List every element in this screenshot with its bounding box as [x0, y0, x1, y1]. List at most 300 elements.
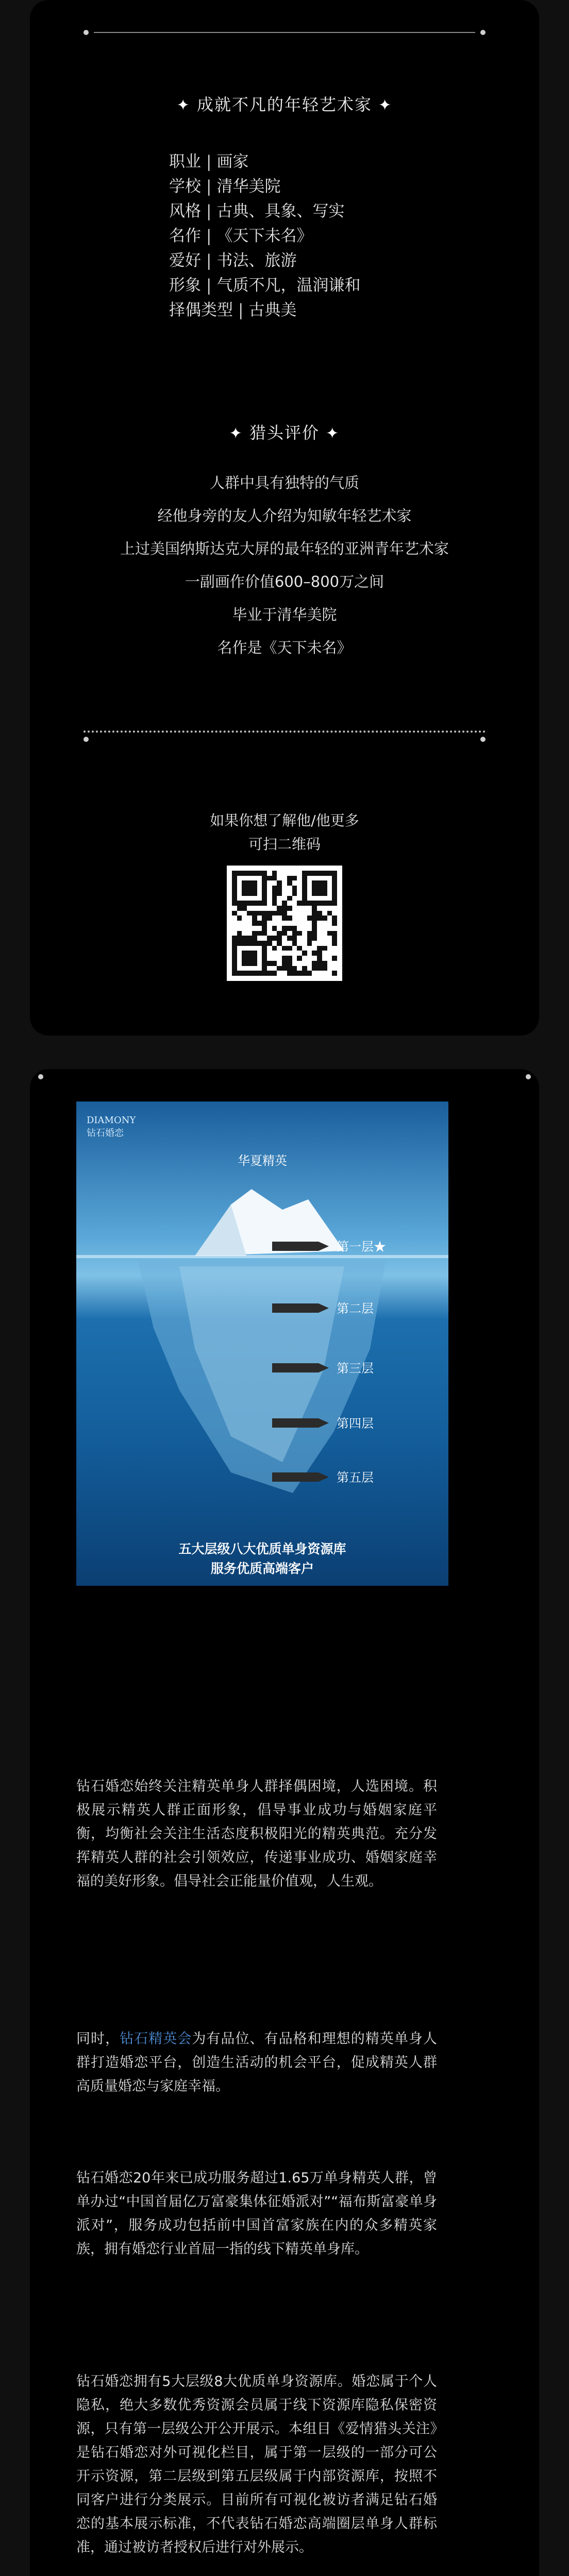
qr-module	[237, 951, 242, 956]
qr-module	[257, 951, 262, 956]
info-value: 画家	[216, 152, 249, 171]
qr-module	[252, 921, 257, 926]
qr-module	[312, 911, 317, 916]
qr-module	[332, 891, 337, 896]
qr-module	[297, 906, 302, 911]
layer-1-label: 第一层★	[337, 1240, 386, 1254]
info-value: 书法、旅游	[216, 251, 297, 270]
qr-module	[327, 896, 332, 901]
qr-module	[257, 921, 262, 926]
qr-module	[247, 916, 252, 921]
corner-dot	[83, 737, 89, 742]
qr-module	[237, 941, 242, 946]
qr-module	[232, 961, 237, 966]
qr-module	[272, 936, 277, 941]
qr-module	[297, 941, 302, 946]
qr-module	[272, 931, 277, 936]
qr-module	[247, 876, 252, 881]
qr-module	[267, 941, 272, 946]
qr-module	[277, 936, 282, 941]
qr-module	[312, 951, 317, 956]
qr-module	[272, 896, 277, 901]
qr-module	[247, 921, 252, 926]
qr-module	[247, 886, 252, 891]
info-row: 形象 | 气质不凡，温润谦和	[169, 273, 360, 298]
qr-module	[302, 966, 307, 971]
qr-module	[292, 911, 297, 916]
qr-module	[322, 941, 327, 946]
qr-module	[327, 966, 332, 971]
qr-module	[302, 891, 307, 896]
qr-module	[327, 911, 332, 916]
qr-module	[297, 916, 302, 921]
qr-module	[317, 941, 322, 946]
qr-module	[287, 911, 292, 916]
qr-module	[242, 896, 247, 901]
qr-module	[332, 926, 337, 931]
qr-module	[292, 936, 297, 941]
qr-module	[312, 971, 317, 976]
qr-module	[282, 941, 287, 946]
info-key: 职业	[169, 152, 201, 171]
qr-module	[237, 921, 242, 926]
qr-module	[332, 906, 337, 911]
qr-module	[237, 926, 242, 931]
qr-module	[252, 931, 257, 936]
qr-module	[247, 971, 252, 976]
qr-module	[237, 891, 242, 896]
qr-module	[307, 966, 312, 971]
qr-module	[307, 946, 312, 951]
qr-module	[262, 946, 267, 951]
qr-module	[322, 926, 327, 931]
info-value: 清华美院	[216, 177, 281, 196]
qr-module	[232, 926, 237, 931]
qr-module	[252, 951, 257, 956]
qr-module	[237, 966, 242, 971]
qr-module	[252, 966, 257, 971]
qr-module	[232, 936, 237, 941]
layer-arrow-icon	[272, 1303, 334, 1313]
qr-module	[277, 931, 282, 936]
qr-module	[272, 971, 277, 976]
qr-module	[302, 946, 307, 951]
info-key: 风格	[169, 202, 201, 221]
qr-module	[287, 961, 292, 966]
qr-module	[247, 906, 252, 911]
qr-module	[292, 926, 297, 931]
qr-module	[272, 901, 277, 906]
qr-code[interactable]	[227, 866, 342, 981]
qr-module	[302, 921, 307, 926]
qr-module	[262, 931, 267, 936]
qr-module	[332, 956, 337, 961]
qr-module	[272, 956, 277, 961]
iceberg-bottom-line: 服务优质高端客户	[210, 1561, 314, 1576]
qr-module	[232, 871, 237, 876]
qr-module	[282, 891, 287, 896]
qr-module	[272, 946, 277, 951]
qr-module	[327, 916, 332, 921]
qr-module	[312, 946, 317, 951]
qr-module	[292, 931, 297, 936]
qr-module	[282, 926, 287, 931]
qr-module	[277, 946, 282, 951]
qr-module	[282, 966, 287, 971]
qr-module	[267, 911, 272, 916]
qr-module	[242, 936, 247, 941]
qr-module	[307, 951, 312, 956]
qr-module	[327, 876, 332, 881]
qr-module	[302, 880, 307, 886]
qr-module	[277, 871, 282, 876]
qr-module	[302, 931, 307, 936]
qr-module	[277, 926, 282, 931]
qr-module	[242, 941, 247, 946]
qr-module	[322, 921, 327, 926]
qr-module	[322, 971, 327, 976]
qr-module	[307, 971, 312, 976]
qr-module	[332, 871, 337, 876]
qr-module	[242, 871, 247, 876]
qr-module	[322, 876, 327, 881]
qr-module	[262, 971, 267, 976]
qr-module	[232, 876, 237, 881]
qr-module	[257, 906, 262, 911]
qr-module	[282, 916, 287, 921]
qr-module	[267, 956, 272, 961]
qr-module	[262, 886, 267, 891]
qr-module	[247, 901, 252, 906]
qr-module	[242, 906, 247, 911]
qr-module	[247, 896, 252, 901]
qr-module	[307, 901, 312, 906]
qr-module	[247, 931, 252, 936]
qr-module	[252, 936, 257, 941]
layer-3-label: 第三层	[337, 1361, 374, 1376]
qr-module	[287, 916, 292, 921]
qr-module	[312, 916, 317, 921]
qr-module	[302, 956, 307, 961]
qr-module	[262, 871, 267, 876]
qr-module	[237, 971, 242, 976]
qr-module	[232, 941, 237, 946]
qr-module	[297, 891, 302, 896]
qr-module	[327, 961, 332, 966]
hunter-title: 猎头评价	[249, 423, 320, 443]
qr-module	[247, 941, 252, 946]
qr-module	[252, 896, 257, 901]
qr-module	[332, 911, 337, 916]
qr-module	[297, 961, 302, 966]
hunter-line: 毕业于清华美院	[232, 606, 337, 623]
qr-module	[312, 876, 317, 881]
qr-module	[317, 916, 322, 921]
info-key: 学校	[169, 177, 201, 196]
qr-module	[317, 896, 322, 901]
qr-module	[267, 906, 272, 911]
qr-module	[267, 876, 272, 881]
qr-module	[322, 891, 327, 896]
qr-module	[307, 886, 312, 891]
qr-module	[312, 886, 317, 891]
qr-module	[317, 880, 322, 886]
qr-module	[297, 946, 302, 951]
qr-module	[232, 901, 237, 906]
qr-module	[322, 916, 327, 921]
qr-module	[257, 941, 262, 946]
qr-module	[267, 921, 272, 926]
qr-module	[312, 896, 317, 901]
qr-module	[262, 880, 267, 886]
sparkle-icon: ✦	[378, 96, 393, 114]
qr-module	[257, 876, 262, 881]
qr-module	[287, 956, 292, 961]
qr-module	[272, 926, 277, 931]
qr-module	[232, 971, 237, 976]
iceberg-top-text: 华夏精英	[238, 1154, 287, 1168]
qr-module	[262, 911, 267, 916]
qr-module	[267, 901, 272, 906]
qr-module	[262, 906, 267, 911]
profile-title-row	[30, 92, 539, 115]
corner-dot	[83, 30, 89, 35]
qr-module	[267, 886, 272, 891]
qr-module	[272, 871, 277, 876]
qr-module	[282, 961, 287, 966]
qr-module	[332, 931, 337, 936]
qr-module	[252, 926, 257, 931]
qr-module	[292, 891, 297, 896]
qr-module	[272, 886, 277, 891]
qr-module	[242, 901, 247, 906]
layer-arrow-icon	[272, 1363, 334, 1372]
qr-module	[327, 921, 332, 926]
elite-club-link[interactable]: 钻石精英会	[120, 2031, 192, 2047]
corner-dot	[526, 1074, 531, 1079]
qr-module	[247, 891, 252, 896]
qr-module	[282, 956, 287, 961]
qr-module	[277, 876, 282, 881]
qr-module	[237, 961, 242, 966]
qr-module	[287, 926, 292, 931]
qr-module	[247, 946, 252, 951]
qr-module	[232, 880, 237, 886]
qr-module	[317, 906, 322, 911]
info-key: 爱好	[169, 251, 201, 270]
qr-module	[247, 951, 252, 956]
qr-module	[252, 956, 257, 961]
qr-module	[327, 931, 332, 936]
qr-module	[332, 901, 337, 906]
qr-module	[242, 876, 247, 881]
layer-arrow-icon	[272, 1242, 334, 1251]
qr-module	[232, 956, 237, 961]
qr-module	[327, 946, 332, 951]
qr-module	[237, 956, 242, 961]
qr-module	[237, 936, 242, 941]
qr-module	[327, 956, 332, 961]
qr-module	[307, 871, 312, 876]
qr-module	[297, 876, 302, 881]
qr-module	[232, 966, 237, 971]
qr-module	[247, 871, 252, 876]
qr-module	[332, 886, 337, 891]
qr-module	[277, 941, 282, 946]
qr-module	[292, 966, 297, 971]
qr-module	[267, 961, 272, 966]
info-row: 学校 | 清华美院	[169, 174, 360, 199]
qr-module	[317, 901, 322, 906]
qr-module	[287, 971, 292, 976]
qr-module	[267, 931, 272, 936]
sparkle-icon: ✦	[229, 425, 243, 443]
qr-module	[322, 871, 327, 876]
qr-module	[297, 911, 302, 916]
iceberg-image	[76, 1101, 448, 1586]
qr-module	[307, 876, 312, 881]
qr-module	[292, 906, 297, 911]
qr-module	[287, 896, 292, 901]
qr-module	[312, 880, 317, 886]
qr-module	[307, 961, 312, 966]
qr-module	[312, 961, 317, 966]
qr-module	[257, 946, 262, 951]
qr-module	[317, 871, 322, 876]
layer-5-label: 第五层	[337, 1470, 374, 1485]
qr-module	[277, 896, 282, 901]
layer-arrow-icon	[272, 1472, 334, 1482]
divider	[94, 32, 475, 33]
qr-module	[237, 896, 242, 901]
qr-module	[252, 871, 257, 876]
qr-module	[317, 911, 322, 916]
corner-dot	[480, 737, 486, 742]
qr-module	[302, 936, 307, 941]
qr-module	[302, 971, 307, 976]
iceberg-brand-cn: 钻石婚恋	[87, 1128, 124, 1139]
qr-module	[307, 936, 312, 941]
qr-module	[257, 926, 262, 931]
info-value: 《天下未名》	[216, 227, 313, 245]
qr-module	[257, 931, 262, 936]
qr-module	[242, 886, 247, 891]
qr-module	[287, 906, 292, 911]
qr-module	[277, 911, 282, 916]
qr-module	[292, 961, 297, 966]
qr-module	[267, 966, 272, 971]
qr-module	[257, 880, 262, 886]
qr-module	[322, 951, 327, 956]
qr-module	[262, 876, 267, 881]
qr-module	[257, 971, 262, 976]
qr-module	[232, 891, 237, 896]
qr-module	[287, 966, 292, 971]
qr-module	[307, 931, 312, 936]
qr-module	[237, 871, 242, 876]
qr-module	[292, 916, 297, 921]
info-row: 名作 | 《天下未名》	[169, 224, 360, 248]
hunter-line: 一副画作价值600–800万之间	[185, 573, 384, 590]
qr-module	[277, 906, 282, 911]
qr-module	[272, 961, 277, 966]
info-value: 气质不凡，温润谦和	[216, 276, 361, 295]
qr-module	[287, 946, 292, 951]
qr-module	[312, 966, 317, 971]
qr-module	[307, 896, 312, 901]
qr-module	[252, 971, 257, 976]
qr-module	[262, 936, 267, 941]
qr-module	[287, 871, 292, 876]
qr-module	[272, 876, 277, 881]
qr-module	[242, 916, 247, 921]
qr-module	[262, 916, 267, 921]
qr-module	[277, 891, 282, 896]
info-key: 择偶类型	[169, 301, 233, 319]
qr-module	[312, 901, 317, 906]
qr-module	[252, 941, 257, 946]
info-row: 风格 | 古典、具象、写实	[169, 199, 360, 224]
qr-module	[232, 916, 237, 921]
qr-module	[327, 880, 332, 886]
qr-module	[262, 966, 267, 971]
qr-module	[257, 916, 262, 921]
qr-module	[282, 936, 287, 941]
qr-module	[282, 880, 287, 886]
qr-module	[282, 896, 287, 901]
qr-caption-line: 可扫二维码	[248, 836, 321, 853]
qr-module	[282, 886, 287, 891]
qr-module	[332, 971, 337, 976]
qr-module	[262, 921, 267, 926]
qr-module	[282, 951, 287, 956]
qr-module	[317, 966, 322, 971]
profile-card	[30, 0, 539, 1036]
qr-module	[327, 901, 332, 906]
hunter-line: 名作是《天下未名》	[217, 639, 352, 656]
qr-module	[237, 931, 242, 936]
qr-module	[287, 880, 292, 886]
qr-module	[267, 946, 272, 951]
corner-dot	[480, 30, 486, 35]
qr-module	[317, 926, 322, 931]
qr-module	[302, 911, 307, 916]
qr-module	[317, 886, 322, 891]
qr-module	[302, 896, 307, 901]
info-row: 择偶类型 | 古典美	[169, 298, 360, 323]
info-value: 古典、具象、写实	[216, 202, 345, 221]
qr-module	[317, 951, 322, 956]
qr-module	[322, 956, 327, 961]
qr-module	[242, 971, 247, 976]
qr-module	[292, 956, 297, 961]
qr-module	[332, 880, 337, 886]
qr-module	[252, 876, 257, 881]
iceberg-bottom-line: 五大层级八大优质单身资源库	[178, 1541, 346, 1556]
qr-module	[272, 891, 277, 896]
iceberg-brand: DIAMONY	[87, 1115, 136, 1126]
qr-module	[247, 880, 252, 886]
qr-module	[282, 946, 287, 951]
qr-module	[292, 886, 297, 891]
qr-module	[282, 871, 287, 876]
qr-module	[332, 951, 337, 956]
info-value: 古典美	[248, 301, 297, 319]
qr-module	[282, 971, 287, 976]
qr-module	[237, 880, 242, 886]
qr-module	[277, 916, 282, 921]
qr-module	[287, 941, 292, 946]
